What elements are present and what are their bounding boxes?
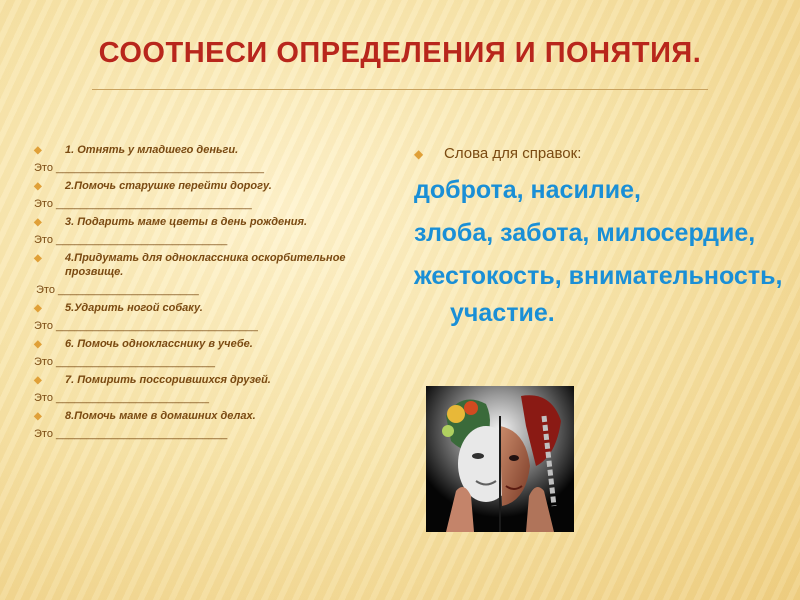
diamond-bullet-icon: ◆ [34, 217, 42, 228]
diamond-bullet-icon: ◆ [34, 411, 42, 422]
diamond-bullet-icon: ◆ [34, 339, 42, 350]
exercise-item [34, 373, 384, 387]
diamond-bullet-icon: ◆ [34, 303, 42, 314]
reference-line: доброта, насилие, [414, 176, 641, 204]
exercise-item [34, 251, 384, 279]
exercise-prompt: 6. Помочь однокласснику в учебе. [65, 338, 253, 350]
page-title: СООТНЕСИ ОПРЕДЕЛЕНИЯ И ПОНЯТИЯ. [98, 37, 702, 69]
reference-line: злоба, забота, милосердие, [414, 219, 756, 247]
answer-line: Это ____________________________ [34, 428, 228, 440]
exercise-prompt: 1. Отнять у младшего деньги. [65, 144, 239, 156]
answer-line: Это _________________________________ [34, 320, 258, 332]
diamond-bullet-icon: ◆ [414, 147, 424, 161]
answer-line: Это ________________________________ [34, 198, 252, 210]
reference-heading-text: Слова для справок: [444, 145, 582, 162]
exercise-list [34, 143, 384, 445]
exercise-prompt: 8.Помочь маме в домашних делах. [65, 410, 256, 422]
reference-words [414, 172, 794, 332]
diamond-bullet-icon: ◆ [34, 145, 42, 156]
reference-line: жестокость, внимательность, участие. [414, 262, 783, 327]
exercise-prompt: 3. Подарить маме цветы в день рождения. [65, 216, 308, 228]
answer-line: Это __________________________ [34, 356, 216, 368]
exercise-prompt: 7. Помирить поссорившихся друзей. [65, 374, 271, 386]
exercise-prompt: 4.Придумать для одноклассника оскорбительное прозвище. [65, 252, 346, 278]
diamond-bullet-icon: ◆ [34, 253, 42, 264]
exercise-item [34, 143, 384, 157]
answer-line: Это _________________________ [34, 392, 209, 404]
exercise-prompt: 5.Ударить ногой собаку. [65, 302, 203, 314]
exercise-prompt: 2.Помочь старушке перейти дорогу. [65, 180, 272, 192]
diamond-bullet-icon: ◆ [34, 375, 42, 386]
exercise-item [34, 179, 384, 193]
reference-panel [414, 145, 794, 338]
exercise-item [34, 215, 384, 229]
title-divider [92, 89, 708, 90]
answer-line: Это _______________________ [36, 284, 199, 296]
diamond-bullet-icon: ◆ [34, 181, 42, 192]
reference-heading [414, 145, 794, 162]
mask-artwork-svg [426, 386, 574, 532]
exercise-item [34, 409, 384, 423]
two-faces-mask-illustration [426, 386, 574, 532]
exercise-item [34, 301, 384, 315]
exercise-item [34, 337, 384, 351]
answer-line: Это ____________________________ [34, 234, 228, 246]
answer-line: Это __________________________________ [34, 162, 264, 174]
